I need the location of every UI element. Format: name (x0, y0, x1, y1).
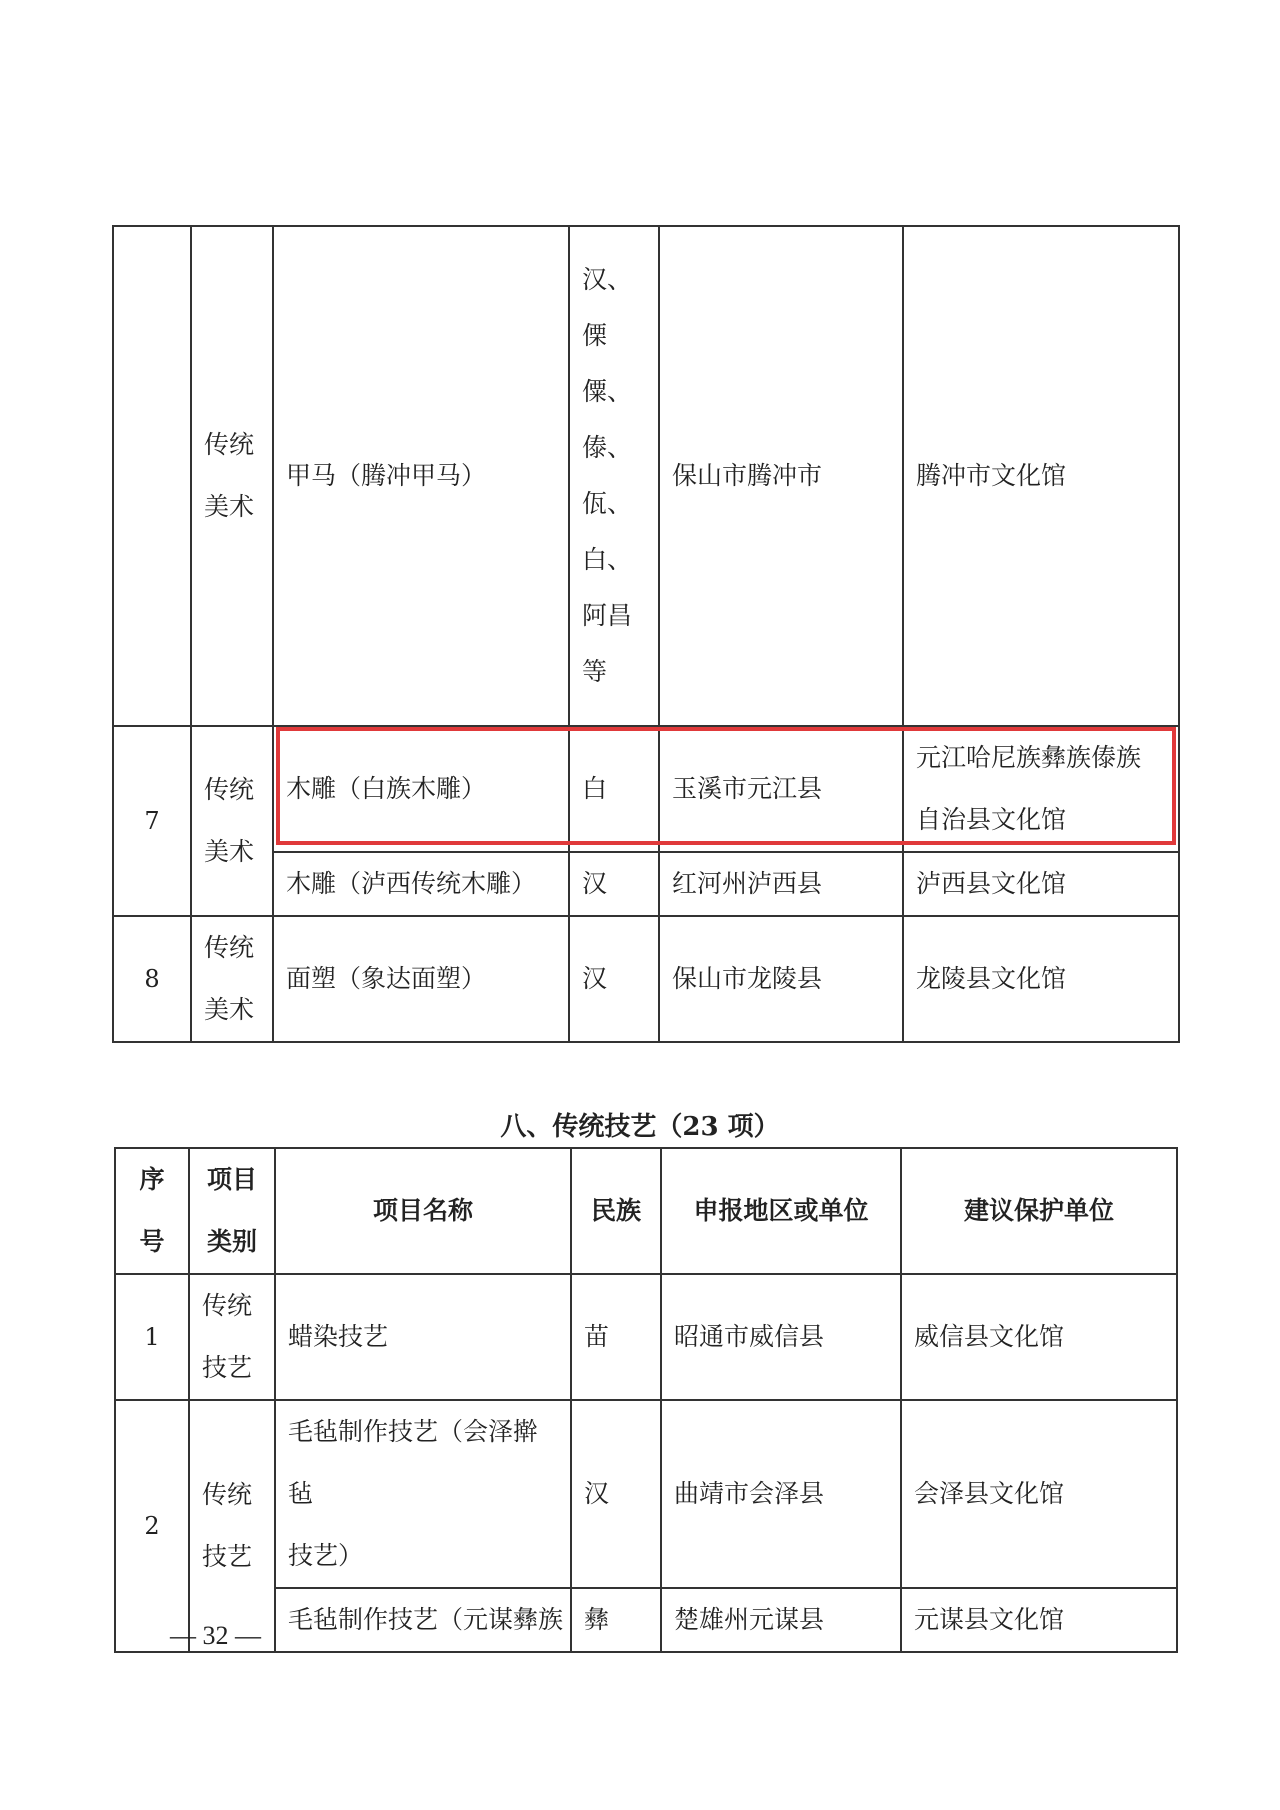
seq-cell: 8 (113, 916, 191, 1042)
category-cell: 传统 技艺 (189, 1274, 275, 1400)
seq-cell: 7 (113, 726, 191, 916)
category-cell: 传统 美术 (191, 916, 273, 1042)
name-cell: 蜡染技艺 (275, 1274, 571, 1400)
table-row (115, 1400, 1177, 1588)
ethnic-cell: 汉 (569, 916, 659, 1042)
region-cell: 曲靖市会泽县 (661, 1400, 901, 1588)
header-ethnic: 民族 (571, 1148, 661, 1274)
ethnic-cell: 汉 (569, 852, 659, 916)
category-cell: 传统 技艺 (189, 1400, 275, 1652)
region-cell: 楚雄州元谋县 (661, 1588, 901, 1652)
unit-cell: 元江哈尼族彝族傣族 自治县文化馆 (903, 726, 1179, 852)
name-cell: 毛毡制作技艺（会泽擀毡 技艺） (275, 1400, 571, 1588)
name-cell: 面塑（象达面塑） (273, 916, 569, 1042)
region-cell: 保山市龙陵县 (659, 916, 903, 1042)
table-row (113, 852, 1179, 916)
header-seq: 序 号 (115, 1148, 189, 1274)
unit-cell: 腾冲市文化馆 (903, 226, 1179, 726)
category-cell: 传统 美术 (191, 226, 273, 726)
header-name: 项目名称 (275, 1148, 571, 1274)
seq-cell (113, 226, 191, 726)
header-unit: 建议保护单位 (901, 1148, 1177, 1274)
table-traditional-craft (114, 1147, 1178, 1653)
name-cell: 毛毡制作技艺（元谋彝族 (275, 1588, 571, 1652)
table-row (113, 916, 1179, 1042)
name-cell: 甲马（腾冲甲马） (273, 226, 569, 726)
ethnic-cell: 汉、 傈 僳、 傣、 佤、 白、 阿昌 等 (569, 226, 659, 726)
table-row (115, 1588, 1177, 1652)
region-cell: 红河州泸西县 (659, 852, 903, 916)
page-number: — 32 — (170, 1621, 261, 1650)
unit-cell: 威信县文化馆 (901, 1274, 1177, 1400)
table-continued (112, 225, 1180, 1043)
seq-cell: 2 (115, 1400, 189, 1652)
unit-cell: 龙陵县文化馆 (903, 916, 1179, 1042)
table-header-row (115, 1148, 1177, 1274)
name-cell: 木雕（泸西传统木雕） (273, 852, 569, 916)
unit-cell: 会泽县文化馆 (901, 1400, 1177, 1588)
category-cell: 传统 美术 (191, 726, 273, 916)
seq-cell: 1 (115, 1274, 189, 1400)
ethnic-cell: 白 (569, 726, 659, 852)
unit-cell: 元谋县文化馆 (901, 1588, 1177, 1652)
ethnic-cell: 汉 (571, 1400, 661, 1588)
ethnic-cell: 苗 (571, 1274, 661, 1400)
region-cell: 玉溪市元江县 (659, 726, 903, 852)
region-cell: 昭通市威信县 (661, 1274, 901, 1400)
table-row (115, 1274, 1177, 1400)
table-row (113, 726, 1179, 852)
header-region: 申报地区或单位 (661, 1148, 901, 1274)
name-cell: 木雕（白族木雕） (273, 726, 569, 852)
ethnic-cell: 彝 (571, 1588, 661, 1652)
table-row (113, 226, 1179, 726)
region-cell: 保山市腾冲市 (659, 226, 903, 726)
unit-cell: 泸西县文化馆 (903, 852, 1179, 916)
header-category: 项目 类别 (189, 1148, 275, 1274)
section-title: 八、传统技艺（23 项） (500, 1112, 780, 1142)
